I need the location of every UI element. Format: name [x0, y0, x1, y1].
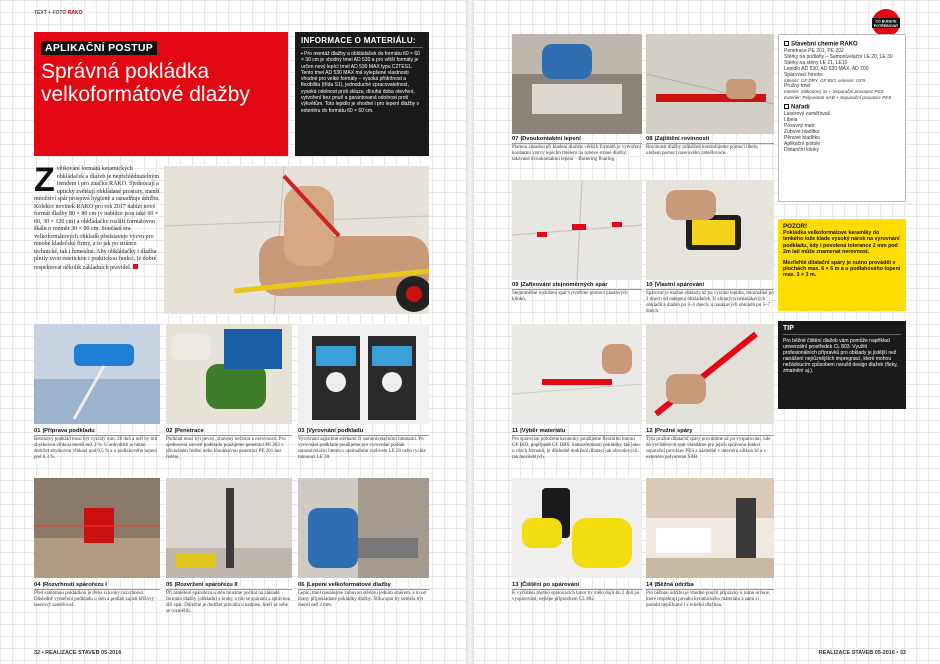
step-07-photo — [512, 34, 642, 134]
step-03-photo — [298, 324, 429, 424]
step-07: 07 |Dvoukontaktní lepení Platnou zásadou při kladení dlaždic větších formátů je vytvoření kontaktní vrstvy lepícím tmelem na rubové straně dlažby, takzvané dvoukontaktní lepení – Buttering floating. — [512, 136, 641, 163]
dropcap: Z — [34, 161, 55, 199]
spine — [466, 0, 474, 664]
checkbox-icon — [784, 104, 789, 109]
step-10-photo — [646, 180, 774, 280]
materials-box: Stavební chemie RAKO Penetrace PE 201, PE 202 Stěrky na podlahy – Samonivelační LE 20, LE 30 Stěrky na stěny LE 21, LE10 Lepidlo AD 530, AD 530 MAX, AD 700 Spárovací hmota: Interiér: GF DRY, GF BIO; exteriér: GFS Pružný tmel: Interiér: Silikonový SI + Separační provazec PES Exteriér: Polyuretan SAB + Separační provazec PES Nářadí Laserový zaměřovač Libela Posuvný metr Zubové hladítko Pěnové hladítko Aplikační pistole Distanční klínky — [778, 34, 906, 202]
step-05-photo — [166, 478, 292, 578]
step-10: 10 |Vlastní spárování Spárovat je možné obklady až po vyzrání lepidla, minimálně po 2 dnech od nalepení obkládaček. U slinutých nenasákavých obkladů a dlažeb po 3–4 dnech, u nasákavých obkladů po 5–7 dnech. — [646, 282, 774, 315]
step-01-photo — [34, 324, 160, 424]
hero-photo-marking — [164, 166, 429, 314]
tip-box — [778, 321, 906, 409]
svg-text:CO BUDETE: CO BUDETE — [875, 19, 897, 24]
headline-block — [34, 32, 288, 156]
step-11: 11 |Výběr materiálu Pro spárování položené keramiky použijeme flexibilní hmotu GF BIO, popřípadě GF DRY. Samozřejmostí pokládky, tak jako u všech formátů, je důsledné dodržení dilatací jak obvodových, tak mezilehlých. — [512, 428, 642, 461]
step-02-photo — [166, 324, 292, 424]
step-08-photo — [646, 34, 774, 134]
step-05: 05 |Rozvržení spárořezu II Při zaměření spárořezu u stěn musíme počítat na základě formátu dlažby (obkladu) s kroky a tím se spárami a správnou šíří spár. Důležité je dodržet pravidla u nadpisu, kteří ze sebe se rozměřili. — [166, 582, 291, 615]
kicker: APLIKAČNÍ POSTUP — [41, 41, 157, 55]
step-06-photo — [298, 478, 429, 578]
info-box-title: INFORMACE O MATERIÁLU: — [301, 36, 423, 48]
step-14: 14 |Běžná údržba Pro běžnou údržbu je vhodné použít přípravky k tomu určené, které respektují povahu keramického materiálu a sami si poradit nepřilnavé i s reliéfní dlažbou. — [646, 582, 774, 609]
warning-box — [778, 219, 906, 311]
section-label: TEXT + FOTO RAKO — [34, 10, 83, 16]
info-box-text: ▪ Pro montáž dlažby a obkládaček do formátu 60 × 60 × 30 cm je vhodný tmel AD 530 a pro větší formáty je určen nový lepící tmel AD 530 MAX typu C2TES1. Tento tmel AD 530 MAX má vylepšené vlastnosti vhodné pro velké formáty – vysoká přídržnost a flexibilita (třída S1), jednoduché zpracovatelnost, vysoká odolnost proti skluzu, dlouhá doba otevření, vytvoření bez pnutí a garantovaná odolnost proti výkvětům. Toto lepidlo je vhodné i pro lepení dlažby v exteriéru do formátu 60 × 60 cm. — [301, 51, 420, 114]
info-box — [295, 32, 429, 156]
step-08: 08 |Zajištění rovinnosti Rovinnost dlažby průběžně kontrolujeme pomocí libely, uložení pomocí laserového zaměřovače. — [646, 136, 774, 157]
svg-text:POTŘEBOVAT: POTŘEBOVAT — [873, 23, 899, 28]
tip-title: TIP — [783, 325, 901, 335]
footer-left: 32 • REALIZACE STAVEB 05-2016 — [34, 650, 122, 656]
tip-text: Pro běžné čištění dlažeb vám pomůže například univerzální prostředek CL 803. Využití profesionálních přípravků pro obklady je jistější než nanášení nejrůznějších impregnací, které mohou nežádoucím způsobem narušit design dlažeb (fleky, zmatnění aj.). — [783, 338, 898, 375]
warning-text-1: Pokládka velkoformátové keramiky do tenkého lože klade vysoký nárok na vyrovnání podkladu, kdy i povolená tolerance 2 mm pod 2m latí může znamenat nerovnost. — [783, 230, 900, 256]
step-13-photo — [512, 478, 642, 578]
warning-text-2: Mezilehlé dilatační spáry je nutno provádět v plochách max. 6 × 6 m a u podlahového topení max. 3 × 3 m. — [783, 259, 901, 279]
step-14-photo — [646, 478, 774, 578]
step-01: 01 |Příprava podkladu Betonový podklad musí být vyzrálý min. 28 dnů a měl by mít zbytkovou vlhkost menší než 3 %. U anhydritů je nutno dodržet zbytkovou vlhkost pod 0,5 % a u podlahového topení pod 0,3 %. — [34, 428, 160, 461]
step-12: 12 |Pružné spáry Tyto pružné dilatační spáry provádíme až po vyspárování, kde do vyčištěných spár vkládáme pro jejich správnou funkci separační provazec PES a následně v interiéru silikon SI a v exteriéru polyuretan SAB. — [646, 428, 774, 461]
step-09: 09 |Zafixování stejnoměrných spár Stejnoměrné rozložení spár vytvoříme pomocí plastových klínků. — [512, 282, 642, 303]
step-13: 13 |Čištění po spárování K vyčištění zbytků spárovacích hmot by mělo dojít do 2 dnů po vyspárování, nejlépe přípravkem CL 802. — [512, 582, 642, 603]
step-06: 06 |Lepení velkoformátové dlažby Lepící tmel nanášejme zubovou stěrkou jedním směrem, a to od hrany připokládané pokládky dlažby. Šířka spár by neměla být menší než 2 mm. — [298, 582, 429, 609]
step-03: 03 |Vyrovnání podkladu Vyrovnání zajistíme stěrkami či samonivelačními hmotami. Po vyrovnání podkladu použijeme pro vyrovnání podlah samonivelační hmotu s optimálním rozlivem LE 20 nebo rychle tuhnoucí LE 30. — [298, 428, 429, 461]
step-02: 02 |Penetrace Podklad musí být pevný, zbavený nečistot a nerovností. Pro sjednocení savosti podkladu použijeme penetraci PE 202 v příslušném ředění nebo hloubkovou penetraci PE 201 bez ředění. — [166, 428, 292, 461]
materials-heading-tools: Nářadí — [784, 104, 900, 111]
checkbox-icon — [784, 41, 789, 46]
page-title: Správná pokládka velkoformátové dlažby — [41, 60, 250, 106]
warning-title: POZOR! — [783, 223, 808, 230]
step-04: 04 |Rozvrhnutí spárořezu I Před samotnou pokládkou je třeba si kroky rozvrhnout. Důsledně vyměření podkladu u stěn a podlah zajistí křížový laserový zaměřovač. — [34, 582, 160, 609]
intro-text: Zvětšování formátů keramických obkládaček a dlažeb je nepřehlédnutelným trendem i pro značku RAKO. Sjednocují a opticky zvětšují obkládané prostory, menší množství spár prospívá hygieně a usnadňuje údržbu. Kolekce novinek RAKO pro rok 2017 nabízí nové formát dlažby 80 × 80 cm (v nabídce jsou také 60 × 60, 30 × 120 cm) a obkládačky rozšíří formátovou škálu o rozměr 30 × 90 cm. Součástí éra velkoformátových obkladů představuje výzvu pro mnohé kladečské firmy, a to jak po stránce technické, tak i řemeslné. Aby obkládačky i dlažba plnily svou estetickou i praktickou funkci, je dobré respektovat několik základních pravidel. — [34, 161, 160, 271]
materials-heading-chemistry: Stavební chemie RAKO — [784, 41, 900, 48]
footer-right: REALIZACE STAVEB 05-2016 • 33 — [818, 650, 906, 656]
step-04-photo — [34, 478, 160, 578]
step-09-photo — [512, 180, 642, 280]
end-mark — [133, 264, 138, 269]
step-11-photo — [512, 324, 642, 424]
step-12-photo — [646, 324, 774, 424]
